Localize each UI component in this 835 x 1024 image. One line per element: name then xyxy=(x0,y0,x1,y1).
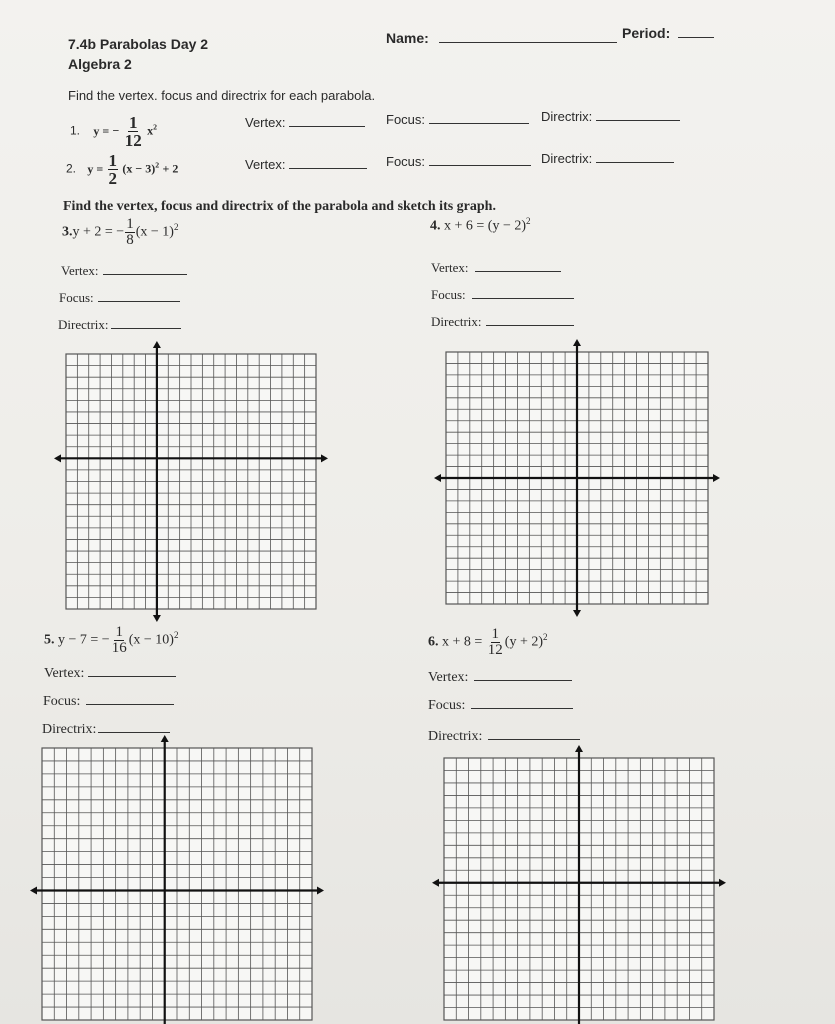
problem-number: 3. xyxy=(62,224,73,240)
problem-4-focus[interactable] xyxy=(431,287,574,303)
y-axis-arrow-up xyxy=(161,735,169,742)
vertex-blank[interactable] xyxy=(103,274,187,275)
directrix-blank[interactable] xyxy=(111,328,181,329)
vertex-blank[interactable] xyxy=(289,168,367,169)
section1-instructions: Find the vertex. focus and directrix for each parabola. xyxy=(68,88,376,103)
problem-number: 2. xyxy=(66,161,77,176)
problem-6-equation xyxy=(428,627,548,658)
equation-fraction: $\frac{1}{8}$ xyxy=(126,216,134,248)
equation-exponent: 2 xyxy=(155,160,160,170)
equation-lhs: x + 6 = xyxy=(444,218,485,234)
problem-3-directrix[interactable] xyxy=(58,317,181,333)
directrix-blank[interactable] xyxy=(596,162,674,163)
x-axis-arrow-right xyxy=(317,886,324,894)
directrix-blank[interactable] xyxy=(98,732,170,733)
equation-fraction: $\frac{1}{12}$ xyxy=(124,113,142,150)
vertex-label: Vertex: xyxy=(431,260,469,275)
vertex-label: Vertex: xyxy=(245,115,286,130)
directrix-label: Directrix: xyxy=(541,109,593,124)
vertex-blank[interactable] xyxy=(474,680,572,681)
vertex-blank[interactable] xyxy=(289,126,365,127)
equation-lhs: x + 8 = xyxy=(442,634,483,650)
problem-1-vertex[interactable] xyxy=(245,115,365,130)
x-axis-arrow-left xyxy=(54,454,61,462)
worksheet-title: 7.4b Parabolas Day 2 xyxy=(68,36,209,52)
equation-term: x xyxy=(147,123,154,138)
x-axis-arrow-right xyxy=(321,454,328,462)
focus-blank[interactable] xyxy=(86,704,174,705)
course-name: Algebra 2 xyxy=(68,56,132,72)
name-field[interactable] xyxy=(386,30,617,46)
vertex-blank[interactable] xyxy=(475,271,561,272)
equation-lhs: y = xyxy=(93,123,110,138)
vertex-label: Vertex: xyxy=(428,670,469,685)
equation-fraction: $\frac{1}{12}$ xyxy=(487,626,503,658)
equation-term: (x − 3) xyxy=(122,161,156,176)
equation-term: (y + 2) xyxy=(504,634,544,650)
directrix-label: Directrix: xyxy=(541,151,593,166)
period-label: Period: xyxy=(622,25,671,41)
focus-label: Focus: xyxy=(386,112,426,127)
problem-6-focus[interactable] xyxy=(428,698,573,714)
equation-exponent: 2 xyxy=(173,222,179,233)
focus-blank[interactable] xyxy=(471,708,573,709)
problem-number: 6. xyxy=(428,634,439,650)
equation-lhs: y + 2 = xyxy=(72,224,113,240)
problem-number: 5. xyxy=(44,632,55,648)
directrix-blank[interactable] xyxy=(488,739,580,740)
problem-3-focus[interactable] xyxy=(59,290,180,306)
focus-label: Focus: xyxy=(59,290,94,305)
problem-3-graph-grid[interactable] xyxy=(52,340,324,625)
problem-6-graph-grid[interactable] xyxy=(428,744,730,1022)
focus-blank[interactable] xyxy=(429,165,531,166)
problem-5-equation xyxy=(44,625,178,656)
equation-sign: − xyxy=(116,224,125,240)
equation-exponent: 2 xyxy=(173,630,179,641)
focus-label: Focus: xyxy=(43,694,81,709)
problem-2-vertex[interactable] xyxy=(245,157,367,172)
equation-lhs: y = xyxy=(87,161,104,176)
y-axis-arrow-down xyxy=(153,615,161,622)
focus-blank[interactable] xyxy=(429,123,529,124)
problem-2-directrix[interactable] xyxy=(541,151,674,166)
problem-1-directrix[interactable] xyxy=(541,109,680,124)
x-axis-arrow-left xyxy=(434,474,441,482)
problem-3-vertex[interactable] xyxy=(61,263,187,279)
directrix-label: Directrix: xyxy=(431,314,482,329)
name-label: Name: xyxy=(386,30,429,46)
x-axis-arrow-right xyxy=(719,879,726,887)
problem-number: 4. xyxy=(430,218,441,234)
focus-label: Focus: xyxy=(386,154,426,169)
problem-4-vertex[interactable] xyxy=(431,260,561,276)
problem-1-focus[interactable] xyxy=(386,112,529,127)
period-blank[interactable] xyxy=(678,37,714,38)
x-axis-arrow-right xyxy=(713,474,720,482)
problem-1-equation xyxy=(70,114,157,149)
vertex-label: Vertex: xyxy=(61,263,99,278)
problem-5-vertex[interactable] xyxy=(44,666,176,682)
x-axis-arrow-left xyxy=(30,886,37,894)
problem-6-directrix[interactable] xyxy=(428,729,580,745)
equation-exponent: 2 xyxy=(153,122,157,132)
equation-term: (x − 10) xyxy=(128,632,174,648)
focus-label: Focus: xyxy=(428,698,466,713)
equation-sign: − xyxy=(101,632,110,648)
vertex-label: Vertex: xyxy=(44,666,85,681)
problem-2-focus[interactable] xyxy=(386,154,531,169)
equation-term: (x − 1) xyxy=(135,224,174,240)
y-axis-arrow-up xyxy=(573,339,581,346)
section2-instructions: Find the vertex, focus and directrix of the parabola and sketch its graph. xyxy=(63,199,496,214)
problem-4-equation xyxy=(430,216,531,235)
y-axis-arrow-down xyxy=(573,610,581,617)
directrix-blank[interactable] xyxy=(596,120,680,121)
equation-exponent: 2 xyxy=(526,216,531,226)
problem-4-graph-grid[interactable] xyxy=(428,340,718,625)
directrix-blank[interactable] xyxy=(486,325,574,326)
period-field[interactable] xyxy=(622,25,714,41)
problem-2-equation xyxy=(66,152,178,187)
problem-number: 1. xyxy=(70,123,81,138)
problem-4-directrix[interactable] xyxy=(431,314,574,330)
problem-5-graph-grid[interactable] xyxy=(38,736,322,1022)
vertex-label: Vertex: xyxy=(245,157,286,172)
vertex-blank[interactable] xyxy=(88,676,176,677)
directrix-label: Directrix: xyxy=(428,729,483,744)
equation-fraction: $\frac{1}{2}$ xyxy=(108,151,118,188)
problem-5-focus[interactable] xyxy=(43,694,174,710)
problem-6-vertex[interactable] xyxy=(428,670,572,686)
equation-constant: + 2 xyxy=(162,161,179,176)
equation-term: (y − 2) xyxy=(487,218,527,234)
equation-sign: − xyxy=(112,123,120,138)
directrix-label: Directrix: xyxy=(42,722,97,737)
y-axis-arrow-up xyxy=(153,341,161,348)
focus-label: Focus: xyxy=(431,287,466,302)
problem-3-equation xyxy=(62,217,178,248)
name-blank[interactable] xyxy=(439,42,617,43)
equation-exponent: 2 xyxy=(543,632,548,643)
focus-blank[interactable] xyxy=(98,301,180,302)
x-axis-arrow-left xyxy=(432,879,439,887)
equation-lhs: y − 7 = xyxy=(58,632,99,648)
directrix-label: Directrix: xyxy=(58,317,109,332)
y-axis-arrow-up xyxy=(575,745,583,752)
focus-blank[interactable] xyxy=(472,298,574,299)
equation-fraction: $\frac{1}{16}$ xyxy=(111,624,127,656)
